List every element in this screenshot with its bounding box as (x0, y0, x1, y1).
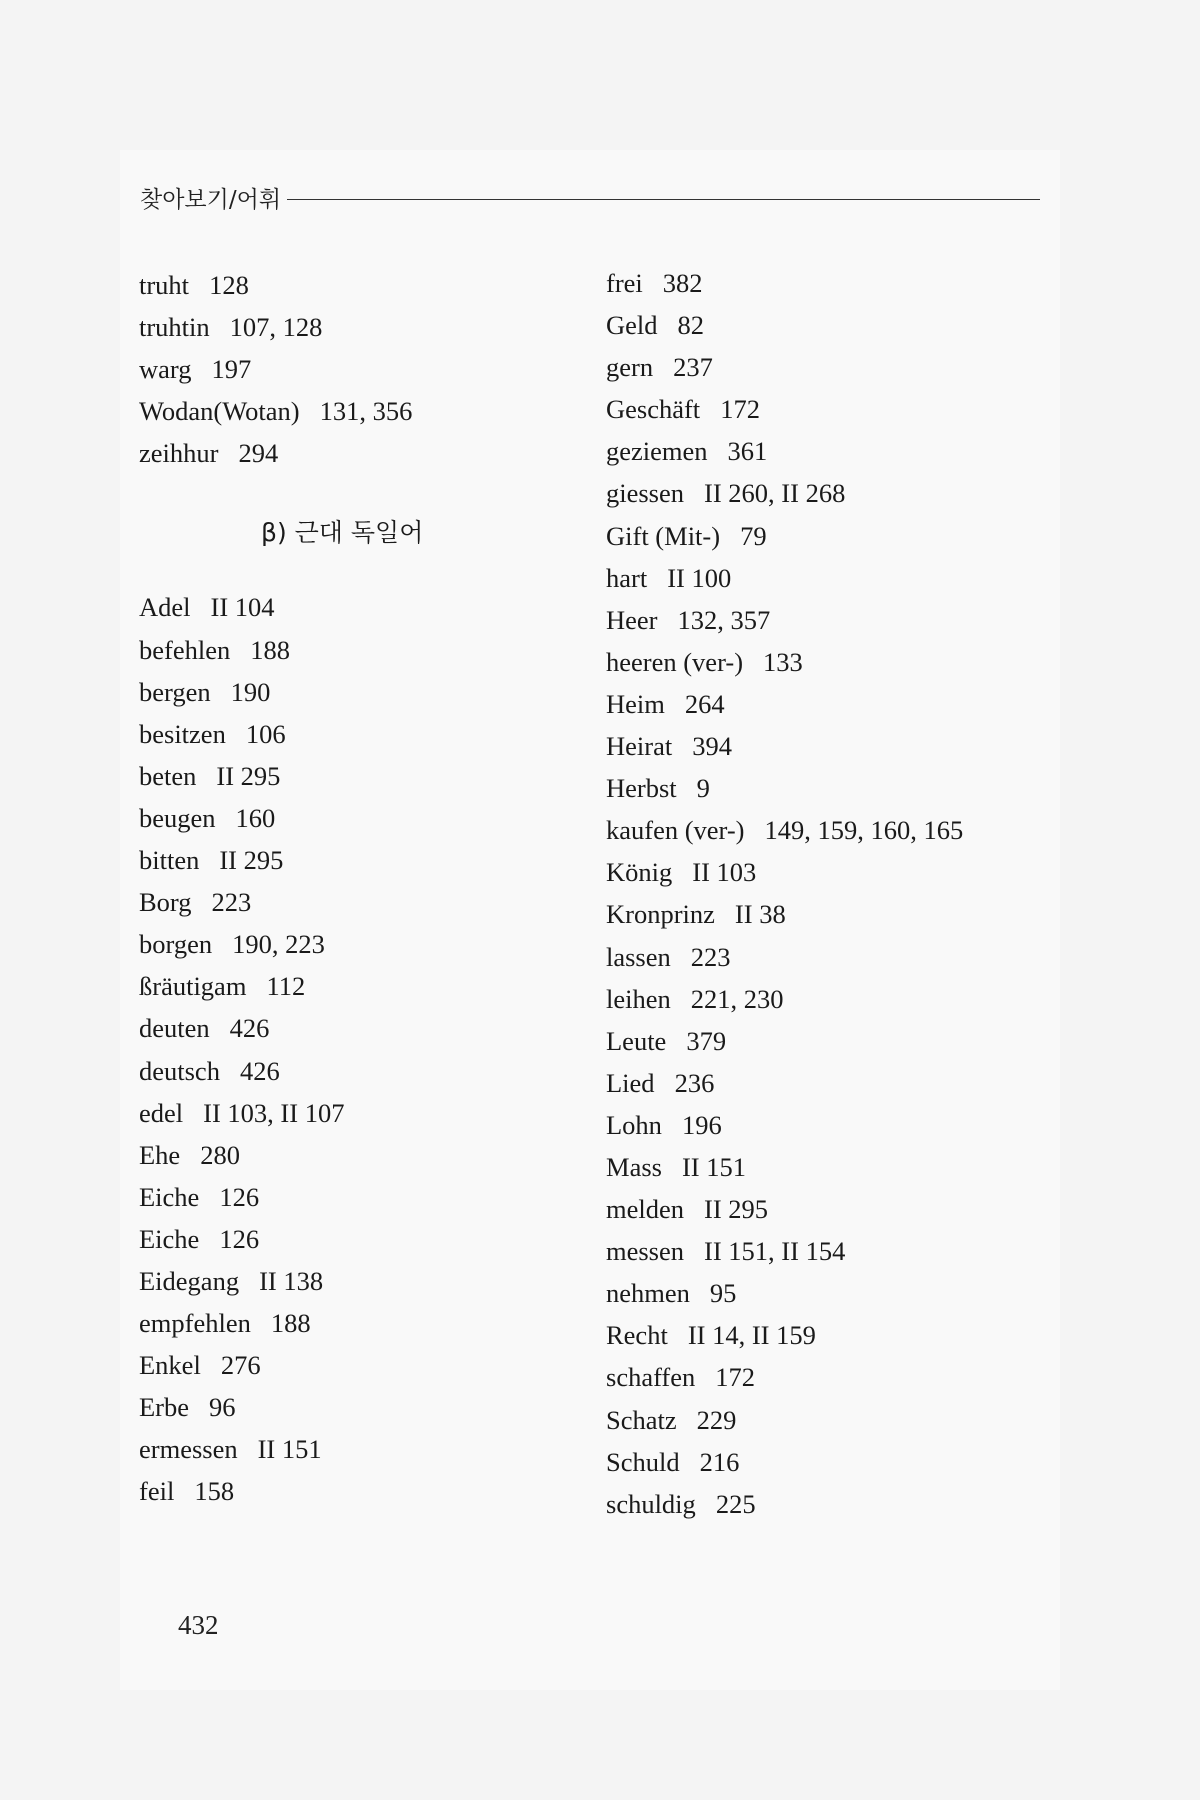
index-entry (606, 683, 1066, 725)
index-entry (139, 1470, 579, 1512)
index-entry (606, 1188, 1066, 1230)
index-page-ref: II 138 (259, 1265, 324, 1296)
index-term: melden (606, 1194, 684, 1225)
index-page-ref: 160 (235, 802, 276, 833)
index-term: borgen (139, 929, 213, 960)
index-entry (139, 1176, 579, 1218)
index-page-ref: II 260, II 268 (704, 478, 846, 509)
index-page-ref: 172 (715, 1362, 756, 1393)
index-term: giessen (606, 478, 685, 509)
index-term: Enkel (139, 1350, 201, 1381)
index-entry (606, 262, 1066, 304)
index-page-ref: II 38 (734, 899, 786, 930)
index-entry (606, 893, 1066, 935)
index-page-ref: 112 (266, 971, 306, 1002)
index-term: kaufen (ver-) (606, 815, 745, 846)
index-entry (606, 599, 1066, 641)
header-title: 찾아보기/어휘 (140, 186, 282, 213)
index-page-ref: II 14, II 159 (687, 1320, 816, 1351)
index-term: zeihhur (139, 438, 219, 469)
index-entry (606, 1356, 1066, 1398)
index-term: frei (606, 268, 643, 298)
index-term: Adel (139, 592, 191, 623)
index-page-ref: 229 (696, 1404, 737, 1435)
index-entry (606, 767, 1066, 809)
index-term: truhtin (139, 312, 210, 343)
index-column-left (139, 264, 579, 1513)
index-entry (139, 1344, 579, 1386)
index-term: empfehlen (139, 1308, 251, 1339)
index-term: ßräutigam (139, 971, 247, 1002)
index-term: heeren (ver-) (606, 646, 744, 677)
index-page-ref: II 295 (216, 760, 281, 791)
index-entry (606, 1314, 1066, 1356)
index-page-ref: 96 (209, 1392, 236, 1423)
index-entry (606, 978, 1066, 1020)
index-page-ref: II 100 (667, 562, 732, 593)
index-entry (606, 936, 1066, 978)
index-entry (606, 1230, 1066, 1272)
index-term: geziemen (606, 436, 708, 467)
index-entry (606, 346, 1066, 388)
section-spacer (139, 474, 579, 504)
index-entry (139, 586, 579, 628)
index-page-ref: 361 (727, 436, 768, 467)
index-entry (606, 1104, 1066, 1146)
index-term: bergen (139, 676, 211, 707)
index-entry (139, 1260, 579, 1302)
index-term: schuldig (606, 1488, 696, 1519)
index-page-ref: 197 (211, 354, 252, 385)
index-term: Geschäft (606, 394, 701, 425)
index-entry (139, 348, 579, 390)
section-spacer (139, 562, 579, 586)
index-list-modern-german-continued (606, 262, 1066, 1525)
index-entry (139, 1134, 579, 1176)
index-list-modern-german (139, 586, 579, 1512)
index-page-ref: II 103, II 107 (203, 1097, 345, 1128)
index-page-ref: 379 (686, 1025, 727, 1056)
page-number: 432 (178, 1610, 219, 1640)
index-page-ref: 133 (763, 646, 803, 677)
index-entry (606, 430, 1066, 472)
index-term: gern (606, 352, 654, 383)
index-term: Leute (606, 1025, 667, 1056)
index-page-ref: 196 (681, 1109, 722, 1140)
index-term: lassen (606, 941, 671, 972)
index-page-ref: 225 (715, 1488, 756, 1519)
index-entry (606, 809, 1066, 851)
index-page-ref: 9 (696, 773, 710, 804)
index-term: Recht (606, 1320, 668, 1351)
index-entry (139, 965, 579, 1007)
index-entry (139, 1007, 579, 1049)
running-header (140, 182, 1040, 212)
index-page-ref: 190, 223 (232, 929, 325, 960)
index-term: edel (139, 1097, 184, 1128)
index-term: warg (139, 354, 192, 385)
index-entry (606, 304, 1066, 346)
index-page-ref: 264 (684, 688, 725, 719)
index-page-ref: 294 (238, 438, 279, 469)
index-term: leihen (606, 983, 671, 1014)
index-page-ref: 190 (230, 676, 271, 707)
index-term: Schuld (606, 1446, 680, 1477)
index-term: Geld (606, 310, 658, 341)
index-entry (606, 851, 1066, 893)
index-entry (139, 671, 579, 713)
index-term: Eiche (139, 1181, 200, 1212)
index-term: Lied (606, 1067, 655, 1098)
index-entry (139, 1302, 579, 1344)
index-term: Mass (606, 1151, 662, 1182)
index-entry (606, 1483, 1066, 1525)
index-entry (139, 1428, 579, 1470)
index-entry (139, 923, 579, 965)
index-page-ref: 188 (270, 1308, 311, 1339)
index-term: bitten (139, 845, 200, 876)
index-page-ref: 106 (245, 718, 286, 749)
index-page-ref: II 295 (219, 845, 284, 876)
index-entry (139, 1092, 579, 1134)
index-page-ref: 107, 128 (229, 312, 323, 343)
index-page-ref: 126 (219, 1181, 260, 1212)
index-column-right (606, 262, 1066, 1525)
index-term: befehlen (139, 634, 231, 665)
header-rule (287, 199, 1040, 200)
index-entry (139, 264, 579, 306)
index-page-ref: 221, 230 (690, 983, 784, 1014)
index-term: messen (606, 1236, 685, 1267)
index-term: Borg (139, 887, 192, 918)
index-page-ref: 216 (699, 1446, 740, 1477)
index-page-ref: 223 (690, 941, 731, 972)
index-term: Eidegang (139, 1265, 240, 1296)
index-entry (139, 390, 579, 432)
index-page-ref: 158 (194, 1476, 235, 1507)
index-entry (606, 1272, 1066, 1314)
index-page-ref: 131, 356 (319, 396, 413, 427)
index-term: feil (139, 1476, 175, 1507)
index-term: deuten (139, 1013, 210, 1044)
index-term: Eiche (139, 1223, 200, 1254)
index-entry (139, 1218, 579, 1260)
index-term: truht (139, 270, 190, 300)
index-term: König (606, 857, 673, 888)
index-page-ref: 132, 357 (677, 604, 771, 635)
section-heading: β) 근대 독일어 (261, 518, 424, 548)
index-entry (606, 725, 1066, 767)
index-page-ref: 280 (200, 1139, 240, 1170)
index-term: schaffen (606, 1362, 696, 1393)
index-page-ref: II 151 (257, 1434, 322, 1465)
index-entry (139, 755, 579, 797)
index-entry (139, 797, 579, 839)
index-term: Erbe (139, 1392, 190, 1423)
index-entry (606, 515, 1066, 557)
index-page-ref: 394 (692, 731, 732, 762)
index-entry (139, 1050, 579, 1092)
index-term: Heim (606, 688, 665, 719)
index-page-ref: 188 (250, 634, 290, 665)
index-entry (606, 1062, 1066, 1104)
index-entry (139, 432, 579, 474)
index-entry (606, 1441, 1066, 1483)
index-page-ref: 79 (740, 520, 767, 551)
index-list-old-german (139, 264, 579, 474)
index-entry (139, 629, 579, 671)
index-entry (139, 839, 579, 881)
index-term: hart (606, 562, 648, 593)
index-term: besitzen (139, 718, 226, 749)
index-term: Gift (Mit-) (606, 520, 721, 551)
index-page-ref: 82 (677, 310, 705, 341)
index-term: Herbst (606, 773, 677, 804)
index-term: Lohn (606, 1109, 662, 1140)
index-page-ref: 223 (211, 887, 252, 918)
index-page-ref: 276 (220, 1350, 261, 1381)
index-page-ref: II 104 (210, 592, 275, 623)
index-entry (139, 881, 579, 923)
index-term: beugen (139, 802, 216, 833)
index-page-ref: II 151, II 154 (704, 1236, 846, 1267)
index-entry (139, 1386, 579, 1428)
index-page-ref: II 295 (704, 1194, 769, 1225)
index-page-ref: II 103 (692, 857, 757, 888)
index-page-ref: 172 (720, 394, 760, 425)
index-entry (606, 1146, 1066, 1188)
index-term: beten (139, 760, 197, 791)
index-entry (606, 472, 1066, 514)
index-term: deutsch (139, 1055, 220, 1086)
index-entry (139, 713, 579, 755)
index-term: nehmen (606, 1278, 690, 1309)
index-page-ref: 426 (239, 1055, 280, 1086)
index-term: Kronprinz (606, 899, 715, 930)
index-page-ref: 382 (662, 268, 703, 298)
index-entry (606, 557, 1066, 599)
index-entry (606, 388, 1066, 430)
index-page-ref: 95 (709, 1278, 737, 1309)
index-term: ermessen (139, 1434, 238, 1465)
index-page-ref: 128 (209, 270, 249, 300)
index-entry (606, 641, 1066, 683)
index-page-ref: 237 (673, 352, 713, 383)
index-term: Ehe (139, 1139, 181, 1170)
index-term: Schatz (606, 1404, 677, 1435)
index-page-ref: 236 (674, 1067, 715, 1098)
index-page-ref: 126 (219, 1223, 260, 1254)
index-entry (606, 1399, 1066, 1441)
index-entry (139, 306, 579, 348)
index-entry (606, 1020, 1066, 1062)
index-page-ref: 426 (229, 1013, 270, 1044)
index-page-ref: II 151 (681, 1151, 746, 1182)
index-term: Heirat (606, 731, 673, 762)
index-page-ref: 149, 159, 160, 165 (764, 815, 964, 846)
index-term: Wodan(Wotan) (139, 396, 300, 427)
index-term: Heer (606, 604, 658, 635)
